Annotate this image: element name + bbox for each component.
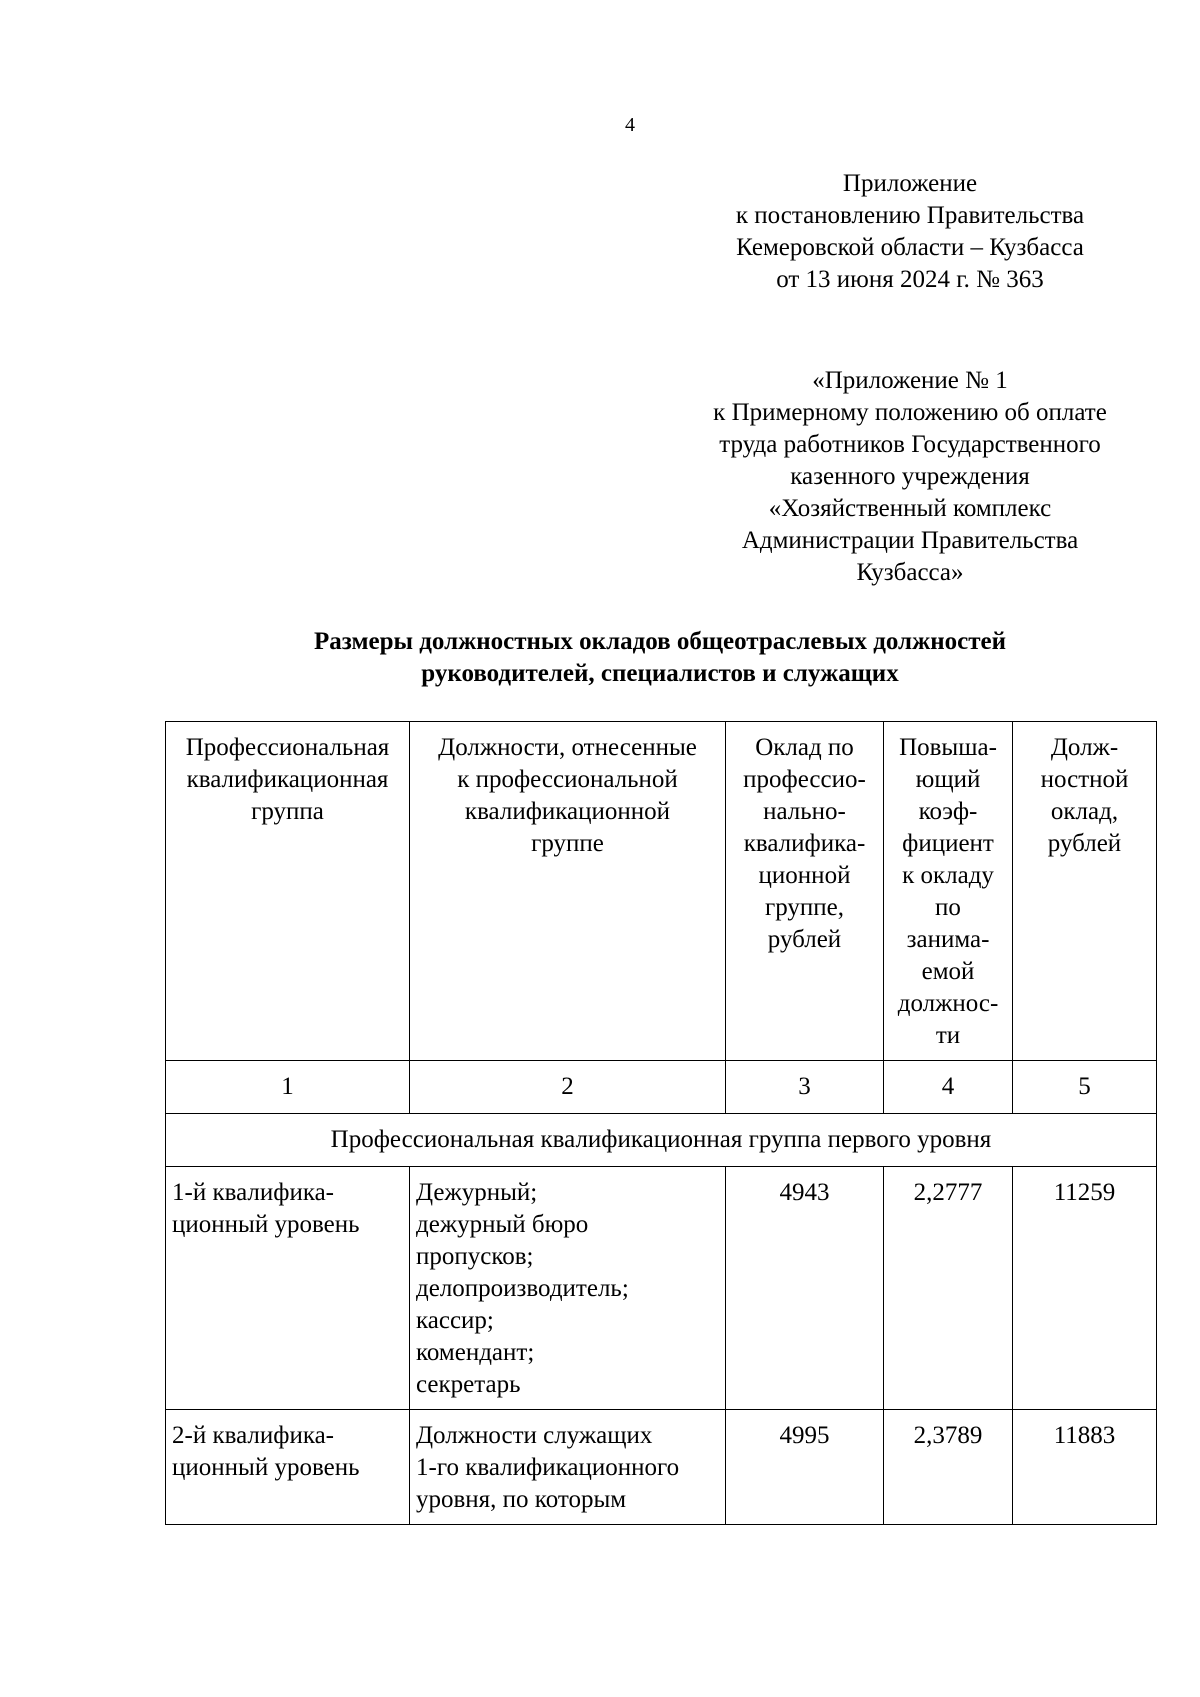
- header-line: занима-: [906, 926, 990, 953]
- header-line: группе: [531, 830, 604, 857]
- header-line: профессио-: [743, 766, 866, 793]
- cell-line: 1-й квалифика-: [172, 1179, 335, 1206]
- cell-line: кассир;: [416, 1307, 494, 1334]
- salary-value: 11883: [1013, 1410, 1157, 1525]
- column-number: 5: [1013, 1061, 1157, 1114]
- column-number: 4: [884, 1061, 1013, 1114]
- table-header-row: [166, 722, 1157, 1061]
- title-line: руководителей, специалистов и служащих: [421, 660, 899, 687]
- header-base-salary: [726, 722, 884, 1061]
- header-coefficient: [884, 722, 1013, 1061]
- appendix-line: к постановлению Правительства: [735, 202, 1085, 229]
- header-line: группа: [251, 798, 324, 825]
- header-line: ти: [935, 1022, 961, 1049]
- cell-line: секретарь: [416, 1371, 521, 1398]
- appendix-line: Приложение: [842, 170, 978, 197]
- header-line: рублей: [1047, 830, 1122, 857]
- page-number: 4: [625, 114, 635, 136]
- appendix-line: Администрации Правительства: [741, 527, 1079, 554]
- cell-line: ционный уровень: [172, 1454, 360, 1481]
- cell-line: Должности служащих: [416, 1422, 653, 1449]
- appendix-line: труда работников Государственного: [719, 431, 1101, 458]
- coefficient-value: 2,3789: [884, 1410, 1013, 1525]
- appendix-reference: [650, 168, 1170, 296]
- table-row: [166, 1167, 1157, 1410]
- header-line: Должности, отнесенные: [438, 734, 697, 761]
- appendix-line: «Приложение № 1: [812, 367, 1008, 394]
- cell-line: 1-го квалификационного: [416, 1454, 680, 1481]
- header-line: по: [935, 894, 961, 921]
- cell-line: уровня, по которым: [416, 1486, 627, 1513]
- header-positions: [410, 722, 726, 1061]
- cell-line: пропусков;: [416, 1243, 534, 1270]
- header-line: нально-: [763, 798, 846, 825]
- column-number: 1: [166, 1061, 410, 1114]
- positions-list: [410, 1167, 726, 1410]
- header-line: ностной: [1040, 766, 1129, 793]
- header-line: к профессиональной: [457, 766, 678, 793]
- header-line: группе,: [764, 894, 845, 921]
- coefficient-value: 2,2777: [884, 1167, 1013, 1410]
- appendix-one-reference: [650, 365, 1170, 589]
- header-line: Долж-: [1050, 734, 1119, 761]
- header-line: ющий: [915, 766, 981, 793]
- header-line: Профессиональная: [185, 734, 390, 761]
- table-row: [166, 1410, 1157, 1525]
- group-heading: Профессиональная квалификационная группа первого уровня: [166, 1114, 1157, 1167]
- appendix-line: казенного учреждения: [790, 463, 1030, 490]
- header-line: Оклад по: [755, 734, 854, 761]
- base-salary-value: 4995: [726, 1410, 884, 1525]
- base-salary-value: 4943: [726, 1167, 884, 1410]
- salary-value: 11259: [1013, 1167, 1157, 1410]
- appendix-line: от 13 июня 2024 г. № 363: [776, 266, 1044, 293]
- header-professional-group: [166, 722, 410, 1061]
- cell-line: делопроизводитель;: [416, 1275, 629, 1302]
- appendix-line: Кемеровской области – Кузбасса: [736, 234, 1084, 261]
- cell-line: комендант;: [416, 1339, 535, 1366]
- qualification-level: [166, 1167, 410, 1410]
- appendix-line: Кузбасса»: [856, 559, 964, 586]
- header-line: квалификационная: [186, 766, 389, 793]
- header-line: ционной: [758, 862, 851, 889]
- header-line: оклад,: [1050, 798, 1119, 825]
- header-line: коэф-: [918, 798, 978, 825]
- header-line: рублей: [767, 926, 842, 953]
- header-line: емой: [921, 958, 975, 985]
- header-line: Повыша-: [899, 734, 997, 761]
- cell-line: дежурный бюро: [416, 1211, 589, 1238]
- qualification-level: [166, 1410, 410, 1525]
- header-line: квалифика-: [743, 830, 866, 857]
- appendix-line: к Примерному положению об оплате: [713, 399, 1107, 426]
- cell-line: Дежурный;: [416, 1179, 538, 1206]
- header-line: к окладу: [902, 862, 994, 889]
- cell-line: 2-й квалифика-: [172, 1422, 335, 1449]
- column-number: 3: [726, 1061, 884, 1114]
- header-salary: [1013, 722, 1157, 1061]
- column-number: 2: [410, 1061, 726, 1114]
- group-heading-row: [166, 1114, 1157, 1167]
- header-line: должнос-: [897, 990, 999, 1017]
- header-line: квалификационной: [464, 798, 671, 825]
- title-line: Размеры должностных окладов общеотраслевых должностей: [314, 628, 1006, 655]
- salary-table: [165, 721, 1157, 1525]
- positions-list: [410, 1410, 726, 1525]
- header-line: фициент: [902, 830, 994, 857]
- column-number-row: [166, 1061, 1157, 1114]
- document-title: [160, 626, 1160, 690]
- cell-line: ционный уровень: [172, 1211, 360, 1238]
- appendix-line: «Хозяйственный комплекс: [768, 495, 1052, 522]
